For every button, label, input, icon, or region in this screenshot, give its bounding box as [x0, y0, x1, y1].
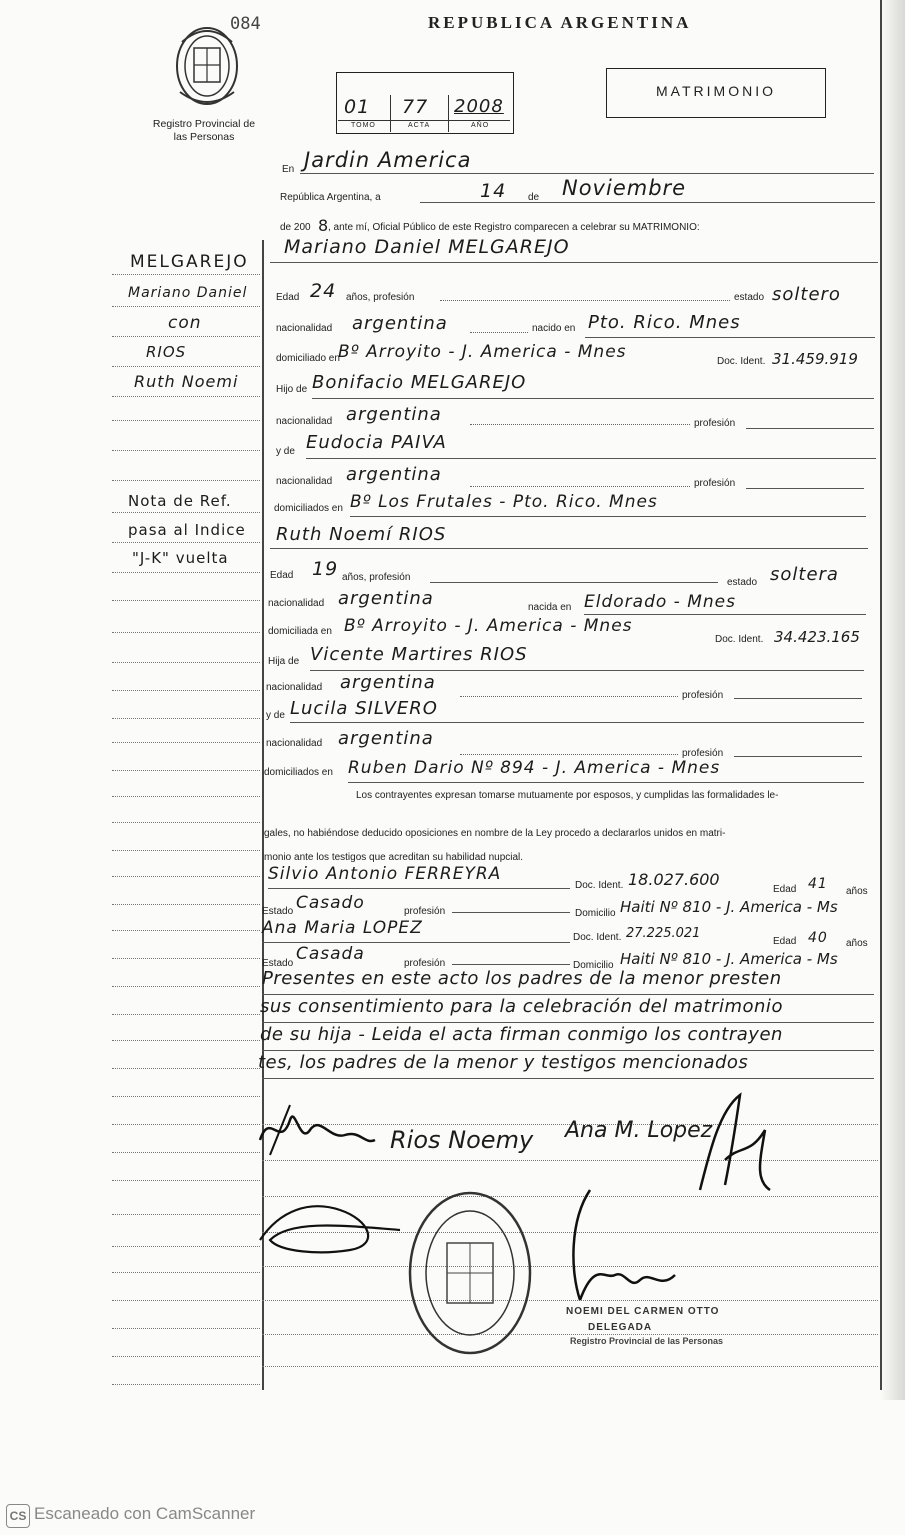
bride-parents-dom-line — [348, 782, 864, 783]
bride-nac-label: nacionalidad — [268, 598, 325, 609]
margin-row — [112, 876, 260, 877]
margin-row — [112, 930, 260, 931]
margin-row — [112, 986, 260, 987]
ano-value: 2008 — [454, 96, 504, 117]
bride-birth-line — [584, 614, 866, 615]
groom-edad-label: Edad — [276, 292, 300, 303]
margin-row — [112, 512, 260, 513]
margin-row — [112, 796, 260, 797]
margin-row — [112, 1300, 260, 1301]
right-border — [880, 0, 882, 1390]
witness2-doc: 27.225.021 — [626, 926, 701, 941]
margin-row — [112, 420, 260, 421]
witness1-estado: Casado — [296, 893, 365, 913]
bride-father-nac-label: nacionalidad — [266, 682, 323, 693]
year-digit: 8 — [318, 216, 330, 235]
signature-official-2 — [560, 1180, 690, 1320]
margin-row — [112, 850, 260, 851]
margin-row — [112, 274, 260, 275]
signature-bride: Rios Noemy — [390, 1126, 534, 1154]
groom-birthplace: Pto. Rico. Mnes — [588, 312, 741, 333]
bride-nacionalidad: argentina — [338, 588, 434, 609]
groom-father-prof-label: profesión — [694, 418, 736, 429]
witness2-estado-label: Estado — [262, 958, 294, 969]
groom-mother-prof-label: profesión — [694, 478, 736, 489]
note-line-4-rule — [262, 1078, 874, 1079]
margin-row — [112, 690, 260, 691]
margin-row — [112, 396, 260, 397]
bride-estado: soltera — [770, 564, 839, 585]
witness2-dom-label: Domicilio — [573, 960, 614, 971]
bride-father-prof-line — [734, 698, 862, 699]
signature-witness: Ana M. Lopez — [565, 1118, 713, 1143]
groom-mother-prof-line — [746, 488, 864, 489]
witness1-name-line — [268, 888, 570, 889]
official-role-stamp: DELEGADA — [588, 1322, 653, 1333]
bride-mother-nac-label: nacionalidad — [266, 738, 323, 749]
margin-surname-bride: RIOS — [146, 343, 187, 361]
margin-row — [112, 366, 260, 367]
official-seal-stamp — [405, 1188, 535, 1358]
record-box-divider — [338, 120, 510, 121]
bride-father-prof-label: profesión — [682, 690, 724, 701]
groom-mother-nac-dots — [470, 486, 690, 487]
date-line — [420, 202, 875, 203]
bride-name-line — [270, 548, 868, 549]
groom-mother: Eudocia PAIVA — [306, 432, 447, 453]
page-edge — [880, 0, 905, 1400]
witness2-domicilio: Haiti Nº 810 - J. America - Ms — [620, 950, 838, 968]
witness1-doc: 18.027.600 — [628, 870, 720, 889]
groom-nacido-label: nacido en — [532, 323, 576, 334]
bride-nacida-label: nacida en — [528, 602, 572, 613]
groom-age: 24 — [310, 280, 337, 302]
bride-anos-label: años, profesión — [342, 572, 411, 583]
country-title: REPUBLICA ARGENTINA — [428, 13, 692, 32]
folio-number: 084 — [230, 14, 261, 34]
margin-row — [112, 1040, 260, 1041]
bride-mother-prof-label: profesión — [682, 748, 724, 759]
groom-parents-dom-line — [350, 516, 866, 517]
margin-surname-groom: MELGAREJO — [130, 252, 249, 272]
margin-row — [112, 770, 260, 771]
groom-nac-dots — [470, 332, 528, 333]
record-box-sep1 — [390, 95, 391, 132]
groom-father-nac-dots — [470, 424, 690, 425]
margin-row — [112, 1214, 260, 1215]
groom-estado-label: estado — [734, 292, 765, 303]
groom-doms-label: domiciliados en — [274, 503, 343, 514]
acta-value: 77 — [402, 96, 429, 118]
official-office-stamp: Registro Provincial de las Personas — [570, 1336, 724, 1346]
bride-mother-prof-line — [734, 756, 862, 757]
groom-father-nac-label: nacionalidad — [276, 416, 333, 427]
groom-parents-dom: Bº Los Frutales - Pto. Rico. Mnes — [350, 492, 658, 512]
margin-row — [112, 1068, 260, 1069]
margin-row — [112, 1096, 260, 1097]
body-row — [262, 1334, 878, 1335]
groom-name: Mariano Daniel MELGAREJO — [284, 236, 570, 258]
body-row — [262, 1366, 878, 1367]
witness1-dom-label: Domicilio — [575, 908, 616, 919]
margin-row — [112, 1328, 260, 1329]
year-prefix: de 200 — [280, 222, 311, 233]
groom-nac-label: nacionalidad — [276, 323, 333, 334]
groom-estado: soltero — [772, 284, 841, 305]
groom-father: Bonifacio MELGAREJO — [312, 372, 527, 393]
witness1-estado-label: Estado — [262, 906, 294, 917]
bride-father-nac-dots — [460, 696, 678, 697]
bride-mother: Lucila SILVERO — [290, 698, 438, 719]
republica-label: República Argentina, a — [280, 192, 381, 203]
bride-domicilio: Bº Arroyito - J. America - Mnes — [344, 616, 633, 636]
bride-parents-dom: Ruben Dario Nº 894 - J. America - Mnes — [348, 758, 721, 778]
margin-con: con — [168, 313, 202, 333]
signature-groom — [250, 1100, 380, 1160]
acta-label: ACTA — [408, 122, 431, 129]
margin-row — [112, 718, 260, 719]
witness2-prof-line — [452, 964, 570, 965]
place-value: Jardin America — [304, 148, 472, 172]
formal-line-2: gales, no habiéndose deducido oposiciones en nombre de la Ley procedo a declararlos unidos en matri- — [264, 828, 726, 839]
note-line-1-rule — [262, 994, 874, 995]
witness2-estado: Casada — [296, 944, 365, 964]
margin-row — [112, 1014, 260, 1015]
signature-official-1 — [690, 1090, 780, 1200]
margin-row — [112, 904, 260, 905]
camscanner-footer: Escaneado con CamScanner — [34, 1504, 256, 1523]
de-label: de — [528, 192, 540, 203]
bride-edad-label: Edad — [270, 570, 294, 581]
signature-father — [250, 1190, 410, 1270]
witness2-edad-label: Edad — [773, 936, 797, 947]
groom-doc: 31.459.919 — [772, 350, 858, 368]
bride-dom-label: domiciliada en — [268, 626, 332, 637]
margin-given-groom: Mariano Daniel — [128, 285, 248, 301]
groom-mother-nac-label: nacionalidad — [276, 476, 333, 487]
margin-row — [112, 1356, 260, 1357]
bride-doc-label: Doc. Ident. — [715, 634, 764, 645]
bride-father-nac: argentina — [340, 672, 436, 693]
margin-row — [112, 1246, 260, 1247]
note-line-2-rule — [262, 1022, 874, 1023]
margin-note-2: pasa al Indice — [128, 521, 246, 539]
margin-row — [112, 958, 260, 959]
note-line-4: tes, los padres de la menor y testigos mencionados — [258, 1052, 749, 1073]
groom-father-line — [312, 398, 874, 399]
tomo-value: 01 — [344, 96, 371, 118]
groom-name-line — [270, 262, 878, 263]
registry-name: Registro Provincial de las Personas — [152, 118, 256, 143]
groom-domicilio: Bº Arroyito - J. America - Mnes — [338, 342, 627, 362]
groom-anos-label: años, profesión — [346, 292, 415, 303]
ano-label: AÑO — [471, 122, 490, 129]
margin-row — [112, 1180, 260, 1181]
margin-given-bride: Ruth Noemi — [134, 372, 239, 391]
witness1-anos-label: años — [846, 886, 868, 897]
groom-birth-line — [585, 337, 875, 338]
bride-mother-nac: argentina — [338, 728, 434, 749]
margin-row — [112, 450, 260, 451]
note-line-1: Presentes en este acto los padres de la menor presten — [262, 968, 782, 989]
margin-row — [112, 632, 260, 633]
official-name-stamp: NOEMI DEL CARMEN OTTO — [566, 1306, 720, 1317]
month-value: Noviembre — [562, 176, 687, 200]
margin-row — [112, 572, 260, 573]
witness2-anos-label: años — [846, 938, 868, 949]
groom-doc-label: Doc. Ident. — [717, 356, 766, 367]
note-line-3-rule — [262, 1050, 874, 1051]
bride-doc: 34.423.165 — [774, 628, 860, 646]
groom-hijo-label: Hijo de — [276, 384, 308, 395]
margin-note-3: "J-K" vuelta — [132, 549, 229, 567]
groom-yde-label: y de — [276, 446, 295, 457]
en-label: En — [282, 164, 295, 175]
margin-row — [112, 1124, 260, 1125]
tomo-label: TOMO — [351, 122, 376, 129]
bride-mother-line — [290, 722, 864, 723]
witness1-prof-label: profesión — [404, 906, 446, 917]
bride-father: Vicente Martires RIOS — [310, 644, 528, 665]
bride-name: Ruth Noemí RIOS — [276, 524, 447, 545]
witness2-doc-label: Doc. Ident. — [573, 932, 622, 943]
margin-row — [112, 662, 260, 663]
bride-birthplace: Eldorado - Mnes — [584, 592, 736, 612]
note-line-3: de su hija - Leida el acta firman conmigo los contrayen — [260, 1024, 783, 1045]
margin-row — [112, 336, 260, 337]
groom-mother-line — [306, 458, 876, 459]
type-label: MATRIMONIO — [656, 83, 776, 99]
groom-prof-dots — [440, 300, 730, 301]
margin-note-1: Nota de Ref. — [128, 492, 232, 510]
formal-line-3: monio ante los testigos que acreditan su habilidad nupcial. — [264, 852, 524, 863]
camscanner-badge: CS — [6, 1504, 30, 1528]
day-value: 14 — [480, 180, 507, 202]
bride-father-line — [310, 670, 864, 671]
witness2-name-line — [262, 942, 570, 943]
groom-mother-nac: argentina — [346, 464, 442, 485]
margin-row — [112, 480, 260, 481]
witness1-prof-line — [452, 912, 570, 913]
margin-row — [112, 1152, 260, 1153]
note-line-2: sus consentimiento para la celebración del matrimonio — [260, 996, 783, 1017]
witness1-name: Silvio Antonio FERREYRA — [268, 864, 502, 884]
margin-row — [112, 600, 260, 601]
margin-row — [112, 742, 260, 743]
bride-hija-label: Hija de — [268, 656, 300, 667]
record-box-sep2 — [448, 95, 449, 132]
witness1-edad-label: Edad — [773, 884, 797, 895]
witness1-doc-label: Doc. Ident. — [575, 880, 624, 891]
coat-of-arms-icon — [168, 22, 246, 110]
witness1-domicilio: Haiti Nº 810 - J. America - Ms — [620, 898, 838, 916]
margin-row — [112, 1384, 260, 1385]
margin-row — [112, 542, 260, 543]
margin-row — [112, 306, 260, 307]
margin-row — [112, 822, 260, 823]
witness1-age: 41 — [808, 876, 828, 892]
margin-row — [112, 1272, 260, 1273]
witness2-prof-label: profesión — [404, 958, 446, 969]
bride-estado-label: estado — [727, 577, 758, 588]
groom-father-nac: argentina — [346, 404, 442, 425]
witness2-name: Ana Maria LOPEZ — [262, 918, 423, 938]
place-line — [300, 173, 874, 174]
bride-yde-label: y de — [266, 710, 285, 721]
body-row — [262, 1160, 878, 1161]
bride-doms-label: domiciliados en — [264, 767, 333, 778]
groom-father-prof-line — [746, 428, 874, 429]
witness2-age: 40 — [808, 930, 828, 946]
bride-age: 19 — [312, 558, 339, 580]
intro-text: , ante mí, Oficial Público de este Registro comparecen a celebrar su MATRIMONIO: — [328, 222, 700, 233]
groom-nacionalidad: argentina — [352, 313, 448, 334]
bride-mother-nac-dots — [460, 754, 678, 755]
bride-prof-line — [430, 582, 718, 583]
formal-line-1: Los contrayentes expresan tomarse mutuamente por esposos, y cumplidas las formalidades le- — [356, 790, 779, 801]
groom-dom-label: domiciliado en — [276, 353, 340, 364]
